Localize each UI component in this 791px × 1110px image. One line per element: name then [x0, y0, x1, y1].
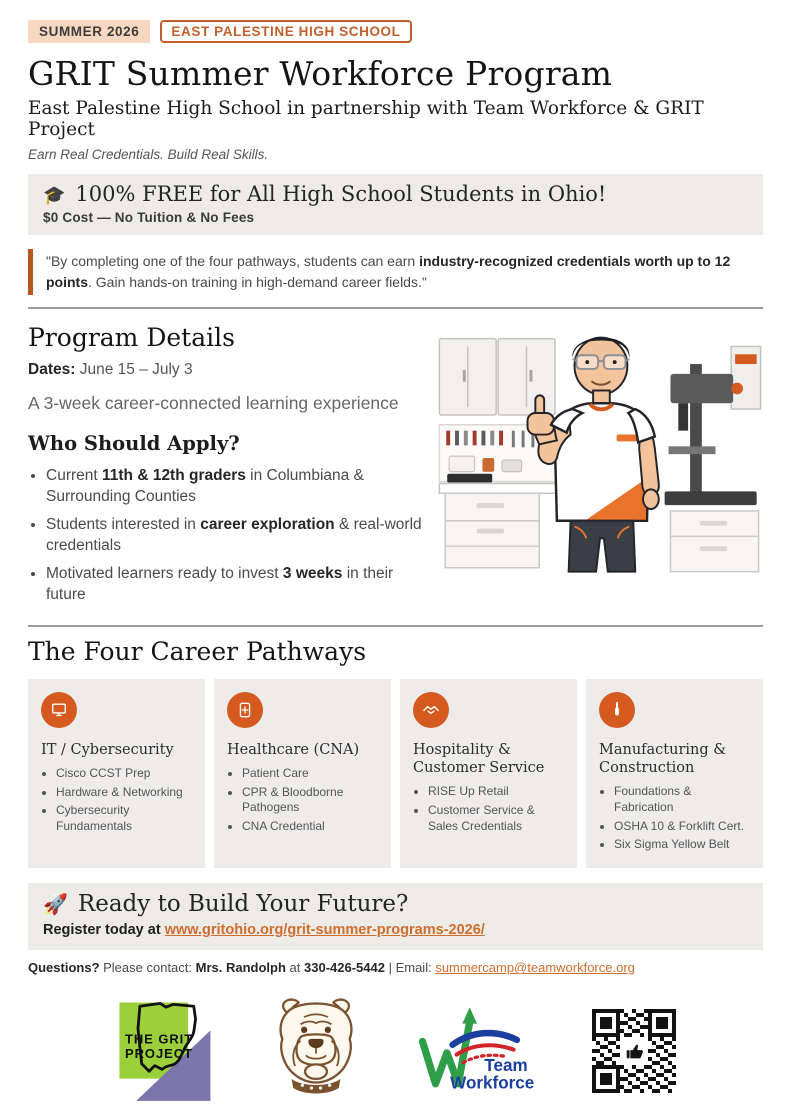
- register-link[interactable]: www.gritohio.org/grit-summer-programs-2026/: [164, 922, 485, 939]
- workshop-illustration: [435, 319, 763, 603]
- card-list: [41, 766, 195, 835]
- section-divider: [28, 625, 763, 627]
- card-list-item: • Foundations & Fabrication: [614, 784, 753, 816]
- program-description: A 3-week career-connected learning experience: [28, 393, 399, 413]
- program-dates: Dates: June 15 – July 3: [28, 361, 193, 378]
- svg-text:PROJECT: PROJECT: [124, 1046, 193, 1062]
- list-item: • Students interested in career exploration & real-world credentials: [46, 515, 425, 556]
- list-item: • Motivated learners ready to invest 3 weeks in their future: [46, 564, 425, 605]
- pathways-heading: The Four Career Pathways: [28, 636, 367, 666]
- list-item: • Current 11th & 12th graders in Columbiana & Surrounding Counties: [46, 466, 425, 507]
- card-list: [413, 784, 567, 834]
- program-section: [28, 319, 763, 614]
- qr-code: [588, 1005, 680, 1097]
- cta-banner: [28, 883, 763, 950]
- register-line: [43, 922, 748, 938]
- email-link[interactable]: summercamp@teamworkforce.org: [435, 960, 635, 976]
- cta-headline: [43, 891, 748, 917]
- contact-line: [28, 960, 763, 975]
- free-headline: [43, 182, 748, 206]
- rocket-icon: 🚀: [43, 892, 68, 917]
- wrench-icon: [599, 692, 635, 728]
- card-list-item: • OSHA 10 & Forklift Cert.: [614, 819, 753, 835]
- program-heading: Program Details: [28, 323, 235, 352]
- card-list-item: • Patient Care: [242, 766, 381, 782]
- graduation-cap-icon: 🎓: [43, 185, 66, 206]
- svg-text:THE GRIT: THE GRIT: [124, 1031, 193, 1047]
- free-headline-text: 100% FREE for All High School Students in Ohio!: [75, 182, 607, 206]
- card-list: [599, 784, 753, 853]
- card-list: [227, 766, 381, 835]
- school-badge: EAST PALESTINE HIGH SCHOOL: [160, 20, 411, 43]
- card-list-item: • CPR & Bloodborne Pathogens: [242, 785, 381, 817]
- bulldog-mascot-logo: [266, 993, 366, 1108]
- card-list-item: • Six Sigma Yellow Belt: [614, 837, 753, 853]
- card-list-item: • CNA Credential: [242, 819, 381, 835]
- card-title: IT / Cybersecurity: [41, 741, 174, 758]
- pathway-card-healthcare: [214, 679, 391, 869]
- cta-headline-text: Ready to Build Your Future?: [77, 891, 409, 918]
- card-list-item: • Hardware & Networking: [56, 785, 195, 801]
- partner-logos: [28, 991, 763, 1110]
- header-badges: [28, 20, 763, 43]
- card-list-item: • RISE Up Retail: [428, 784, 567, 800]
- summer-badge: SUMMER 2026: [28, 20, 150, 43]
- tagline: Earn Real Credentials. Build Real Skills.: [28, 147, 269, 162]
- thumbs-up-icon: [620, 1037, 648, 1065]
- credential-quote: "By completing one of the four pathways, students can earn industry-recognized credentials worth up to 12 points. Gain hands-on training in high-demand career fields.": [28, 249, 752, 295]
- partnership-subtitle: East Palestine High School in partnership with Team Workforce & GRIT Project: [28, 98, 704, 140]
- apply-heading: Who Should Apply?: [28, 432, 240, 455]
- contact-text: Questions? Please contact: Mrs. Randolph at 330-426-5442 | Email:: [28, 960, 436, 976]
- pathway-cards: [28, 679, 763, 869]
- free-banner: [28, 174, 763, 235]
- apply-list: [28, 466, 425, 606]
- svg-text:Team: Team: [483, 1055, 528, 1075]
- card-list-item: • Cisco CCST Prep: [56, 766, 195, 782]
- pathway-card-it: [28, 679, 205, 869]
- pathway-card-hospitality: [400, 679, 577, 869]
- svg-text:Workforce: Workforce: [449, 1073, 534, 1093]
- team-workforce-logo: [416, 1002, 538, 1099]
- card-title: Manufacturing & Construction: [599, 741, 727, 776]
- monitor-icon: [41, 692, 77, 728]
- card-list-item: • Customer Service & Sales Credentials: [428, 803, 567, 835]
- page-title: GRIT Summer Workforce Program: [28, 54, 613, 93]
- card-title: Healthcare (CNA): [227, 741, 360, 758]
- card-title: Hospitality & Customer Service: [413, 741, 545, 776]
- medical-icon: [227, 692, 263, 728]
- program-details: [28, 319, 425, 614]
- card-list-item: • Cybersecurity Fundamentals: [56, 803, 195, 835]
- handshake-icon: [413, 692, 449, 728]
- cost-subline: $0 Cost — No Tuition & No Fees: [43, 210, 255, 225]
- section-divider: [28, 307, 763, 309]
- grit-project-logo: [112, 991, 216, 1110]
- register-label: Register today at: [43, 922, 165, 939]
- pathway-card-manufacturing: [586, 679, 763, 869]
